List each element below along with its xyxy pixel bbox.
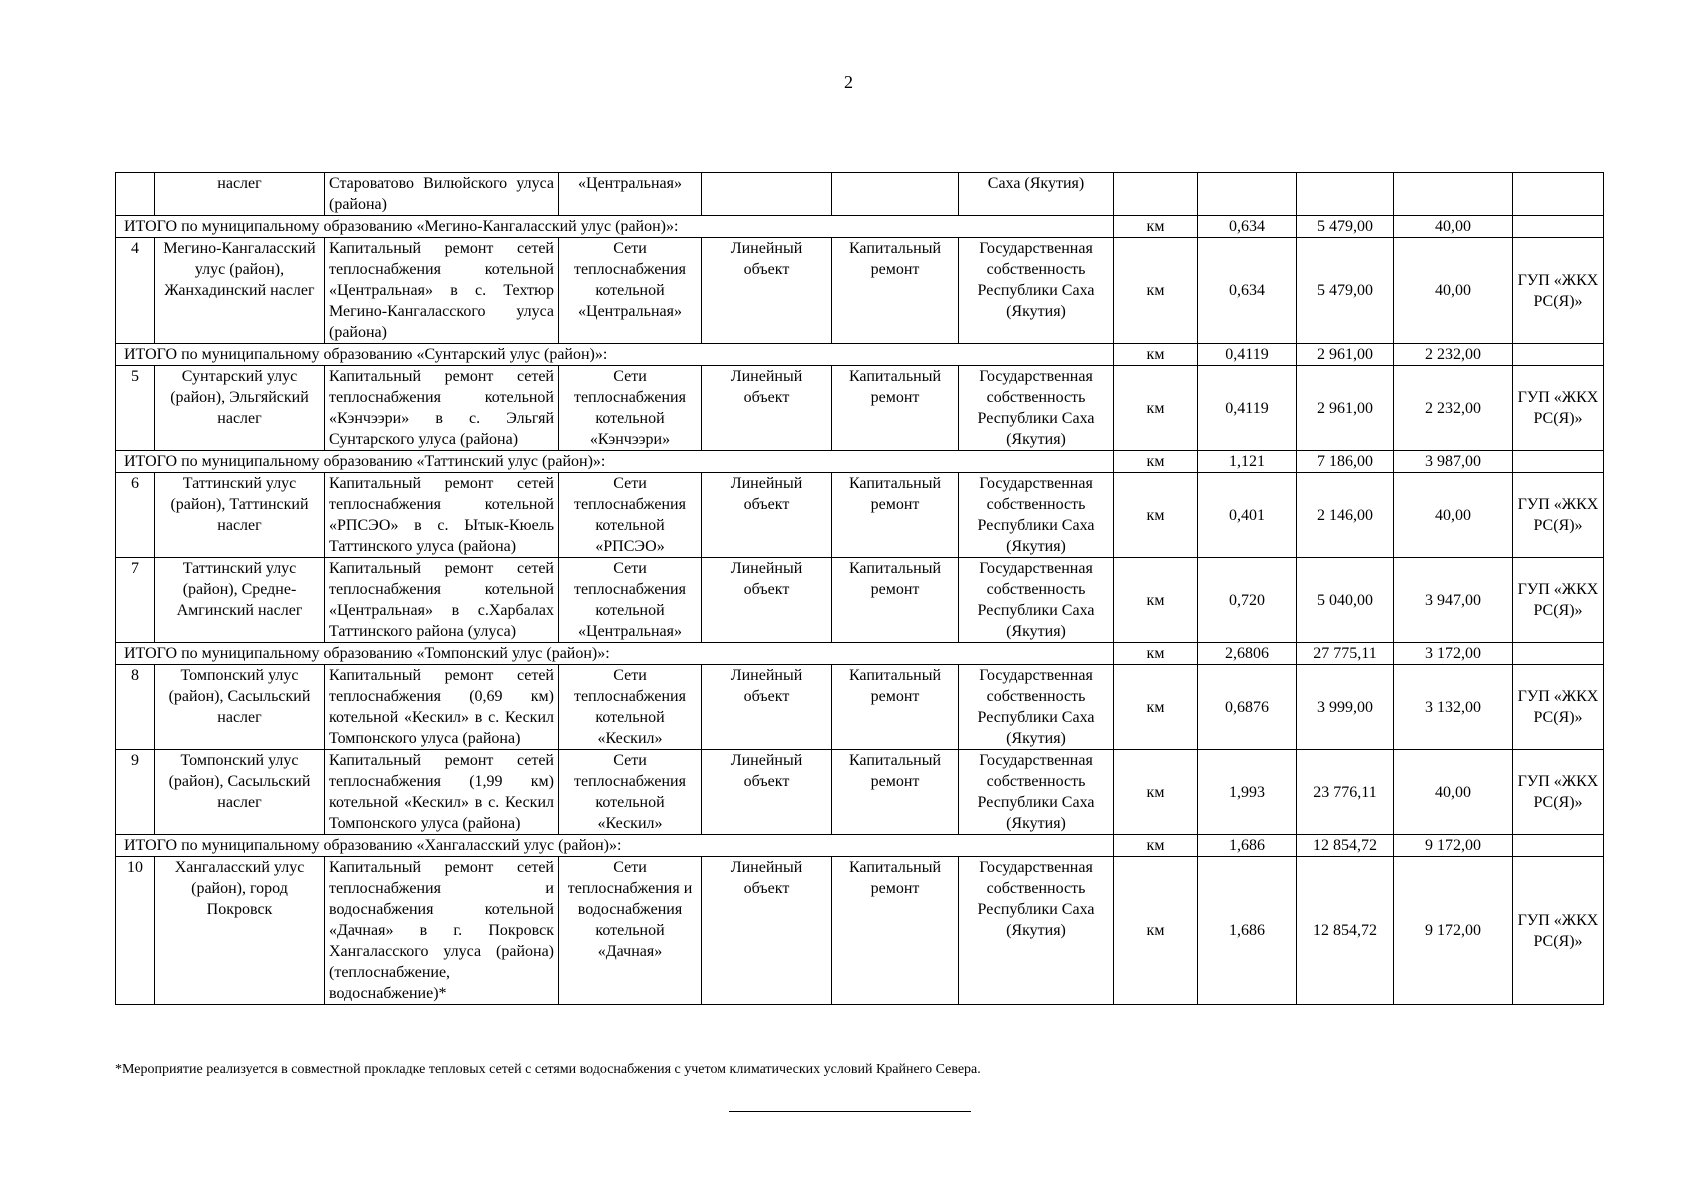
cell-cost: 3 999,00 <box>1297 665 1394 750</box>
table-row-continued <box>116 173 1604 216</box>
program-table <box>115 172 1604 1005</box>
page-number: 2 <box>844 72 853 92</box>
total-unit: км <box>1114 643 1198 665</box>
total-length: 1,121 <box>1198 451 1297 473</box>
cell-district: Таттинский улус (район), Таттинский наслег <box>155 473 325 558</box>
table-row <box>116 665 1604 750</box>
cell-unit: км <box>1114 665 1198 750</box>
table-body <box>116 173 1604 1005</box>
cell-num: 8 <box>116 665 155 750</box>
cell-name: Капитальный ремонт сетей теплоснабжения котельной «Центральная» в с.Харбалах Таттинского района (улуса) <box>325 558 559 643</box>
total-label: ИТОГО по муниципальному образованию «Томпонский улус (район)»: <box>116 643 1114 665</box>
cell-ownership: Государственная собственность Республики Саха (Якутия) <box>959 750 1114 835</box>
cell-work: Капитальный ремонт <box>832 750 959 835</box>
cell-type <box>702 173 832 216</box>
cell-cost: 23 776,11 <box>1297 750 1394 835</box>
cell-object: Сети теплоснабжения котельной «Центральная» <box>559 558 702 643</box>
cell-district: Мегино-Кангаласский улус (район), Жанхадинский наслег <box>155 238 325 344</box>
cell-unit <box>1114 173 1198 216</box>
cell-unit: км <box>1114 238 1198 344</box>
cell-type: Линейный объект <box>702 366 832 451</box>
total-row <box>116 643 1604 665</box>
cell-org: ГУП «ЖКХ РС(Я)» <box>1513 366 1604 451</box>
cell-work: Капитальный ремонт <box>832 366 959 451</box>
cell-length: 0,634 <box>1198 238 1297 344</box>
cell-ownership: Саха (Якутия) <box>959 173 1114 216</box>
cell-work: Капитальный ремонт <box>832 665 959 750</box>
cell-district: Сунтарский улус (район), Эльгяйский наслег <box>155 366 325 451</box>
table-row <box>116 750 1604 835</box>
cell-org: ГУП «ЖКХ РС(Я)» <box>1513 665 1604 750</box>
cell-num: 6 <box>116 473 155 558</box>
total-row <box>116 451 1604 473</box>
cell-type: Линейный объект <box>702 473 832 558</box>
total-row <box>116 344 1604 366</box>
total-length: 2,6806 <box>1198 643 1297 665</box>
total-org <box>1513 451 1604 473</box>
cell-type: Линейный объект <box>702 558 832 643</box>
cell-org: ГУП «ЖКХ РС(Я)» <box>1513 558 1604 643</box>
cell-other <box>1394 173 1513 216</box>
total-other: 3 172,00 <box>1394 643 1513 665</box>
cell-cost: 2 961,00 <box>1297 366 1394 451</box>
cell-cost: 5 479,00 <box>1297 238 1394 344</box>
cell-work: Капитальный ремонт <box>832 238 959 344</box>
cell-name: Капитальный ремонт сетей теплоснабжения котельной «РПСЭО» в с. Ытык-Кюель Таттинского улуса (района) <box>325 473 559 558</box>
total-cost: 7 186,00 <box>1297 451 1394 473</box>
cell-type: Линейный объект <box>702 750 832 835</box>
cell-work: Капитальный ремонт <box>832 473 959 558</box>
cell-object: Сети теплоснабжения котельной «РПСЭО» <box>559 473 702 558</box>
cell-num: 7 <box>116 558 155 643</box>
total-length: 0,634 <box>1198 216 1297 238</box>
cell-other: 40,00 <box>1394 238 1513 344</box>
total-unit: км <box>1114 451 1198 473</box>
cell-cost: 12 854,72 <box>1297 857 1394 1005</box>
cell-num: 10 <box>116 857 155 1005</box>
cell-name: Капитальный ремонт сетей теплоснабжения и водоснабжения котельной «Дачная» в г. Покровск Хангаласского улуса (района) (теплоснабжение, водоснабжение)* <box>325 857 559 1005</box>
cell-unit: км <box>1114 857 1198 1005</box>
cell-org: ГУП «ЖКХ РС(Я)» <box>1513 473 1604 558</box>
cell-org <box>1513 173 1604 216</box>
cell-object: Сети теплоснабжения котельной «Центральная» <box>559 238 702 344</box>
table-row <box>116 473 1604 558</box>
cell-org: ГУП «ЖКХ РС(Я)» <box>1513 750 1604 835</box>
table-row <box>116 558 1604 643</box>
table-row <box>116 857 1604 1005</box>
cell-ownership: Государственная собственность Республики Саха (Якутия) <box>959 665 1114 750</box>
cell-length: 1,993 <box>1198 750 1297 835</box>
cell-num <box>116 173 155 216</box>
cell-work <box>832 173 959 216</box>
cell-length: 0,6876 <box>1198 665 1297 750</box>
total-cost: 5 479,00 <box>1297 216 1394 238</box>
cell-type: Линейный объект <box>702 665 832 750</box>
total-org <box>1513 344 1604 366</box>
total-row <box>116 835 1604 857</box>
cell-object: Сети теплоснабжения и водоснабжения котельной «Дачная» <box>559 857 702 1005</box>
total-cost: 2 961,00 <box>1297 344 1394 366</box>
total-org <box>1513 835 1604 857</box>
cell-length: 0,4119 <box>1198 366 1297 451</box>
cell-ownership: Государственная собственность Республики Саха (Якутия) <box>959 857 1114 1005</box>
signature-line <box>729 1111 971 1112</box>
total-org <box>1513 643 1604 665</box>
table-row <box>116 238 1604 344</box>
cell-district: Томпонский улус (район), Сасыльский наслег <box>155 665 325 750</box>
cell-type: Линейный объект <box>702 238 832 344</box>
cell-other: 40,00 <box>1394 750 1513 835</box>
total-cost: 12 854,72 <box>1297 835 1394 857</box>
cell-district: Томпонский улус (район), Сасыльский наслег <box>155 750 325 835</box>
total-label: ИТОГО по муниципальному образованию «Сунтарский улус (район)»: <box>116 344 1114 366</box>
cell-object: Сети теплоснабжения котельной «Кескил» <box>559 665 702 750</box>
cell-num: 5 <box>116 366 155 451</box>
cell-cost <box>1297 173 1394 216</box>
cell-ownership: Государственная собственность Республики Саха (Якутия) <box>959 366 1114 451</box>
cell-name: Капитальный ремонт сетей теплоснабжения (1,99 км) котельной «Кескил» в с. Кескил Томпонского улуса (района) <box>325 750 559 835</box>
cell-org: ГУП «ЖКХ РС(Я)» <box>1513 238 1604 344</box>
cell-name: Капитальный ремонт сетей теплоснабжения (0,69 км) котельной «Кескил» в с. Кескил Томпонского улуса (района) <box>325 665 559 750</box>
cell-other: 9 172,00 <box>1394 857 1513 1005</box>
cell-object: Сети теплоснабжения котельной «Кэнчээри» <box>559 366 702 451</box>
cell-district: наслег <box>155 173 325 216</box>
cell-district: Таттинский улус (район), Средне-Амгинский наслег <box>155 558 325 643</box>
program-table-container <box>115 172 1603 1005</box>
cell-length: 0,720 <box>1198 558 1297 643</box>
total-length: 0,4119 <box>1198 344 1297 366</box>
cell-other: 3 947,00 <box>1394 558 1513 643</box>
cell-unit: км <box>1114 366 1198 451</box>
total-label: ИТОГО по муниципальному образованию «Таттинский улус (район)»: <box>116 451 1114 473</box>
total-label: ИТОГО по муниципальному образованию «Хангаласский улус (район)»: <box>116 835 1114 857</box>
cell-other: 3 132,00 <box>1394 665 1513 750</box>
cell-type: Линейный объект <box>702 857 832 1005</box>
total-org <box>1513 216 1604 238</box>
total-other: 2 232,00 <box>1394 344 1513 366</box>
total-unit: км <box>1114 835 1198 857</box>
cell-work: Капитальный ремонт <box>832 558 959 643</box>
total-cost: 27 775,11 <box>1297 643 1394 665</box>
cell-num: 9 <box>116 750 155 835</box>
table-row <box>116 366 1604 451</box>
cell-unit: км <box>1114 473 1198 558</box>
cell-work: Капитальный ремонт <box>832 857 959 1005</box>
cell-length: 0,401 <box>1198 473 1297 558</box>
footnote: *Мероприятие реализуется в совместной прокладке тепловых сетей с сетями водоснабжения с учетом климатических условий Крайнего Севера. <box>115 1062 981 1077</box>
total-other: 3 987,00 <box>1394 451 1513 473</box>
cell-ownership: Государственная собственность Республики Саха (Якутия) <box>959 473 1114 558</box>
total-length: 1,686 <box>1198 835 1297 857</box>
total-other: 9 172,00 <box>1394 835 1513 857</box>
cell-cost: 2 146,00 <box>1297 473 1394 558</box>
cell-other: 2 232,00 <box>1394 366 1513 451</box>
cell-org: ГУП «ЖКХ РС(Я)» <box>1513 857 1604 1005</box>
cell-name: Капитальный ремонт сетей теплоснабжения котельной «Центральная» в с. Техтюр Мегино-Кангаласского улуса (района) <box>325 238 559 344</box>
cell-object: Сети теплоснабжения котельной «Кескил» <box>559 750 702 835</box>
cell-unit: км <box>1114 750 1198 835</box>
cell-name: Староватово Вилюйского улуса (района) <box>325 173 559 216</box>
total-unit: км <box>1114 216 1198 238</box>
cell-other: 40,00 <box>1394 473 1513 558</box>
cell-object: «Центральная» <box>559 173 702 216</box>
total-row <box>116 216 1604 238</box>
cell-length <box>1198 173 1297 216</box>
cell-ownership: Государственная собственность Республики Саха (Якутия) <box>959 238 1114 344</box>
cell-name: Капитальный ремонт сетей теплоснабжения котельной «Кэнчээри» в с. Эльгяй Сунтарского улуса (района) <box>325 366 559 451</box>
cell-cost: 5 040,00 <box>1297 558 1394 643</box>
total-unit: км <box>1114 344 1198 366</box>
cell-ownership: Государственная собственность Республики Саха (Якутия) <box>959 558 1114 643</box>
total-other: 40,00 <box>1394 216 1513 238</box>
total-label: ИТОГО по муниципальному образованию «Мегино-Кангаласский улус (район)»: <box>116 216 1114 238</box>
cell-length: 1,686 <box>1198 857 1297 1005</box>
cell-district: Хангаласский улус (район), город Покровск <box>155 857 325 1005</box>
cell-unit: км <box>1114 558 1198 643</box>
cell-num: 4 <box>116 238 155 344</box>
